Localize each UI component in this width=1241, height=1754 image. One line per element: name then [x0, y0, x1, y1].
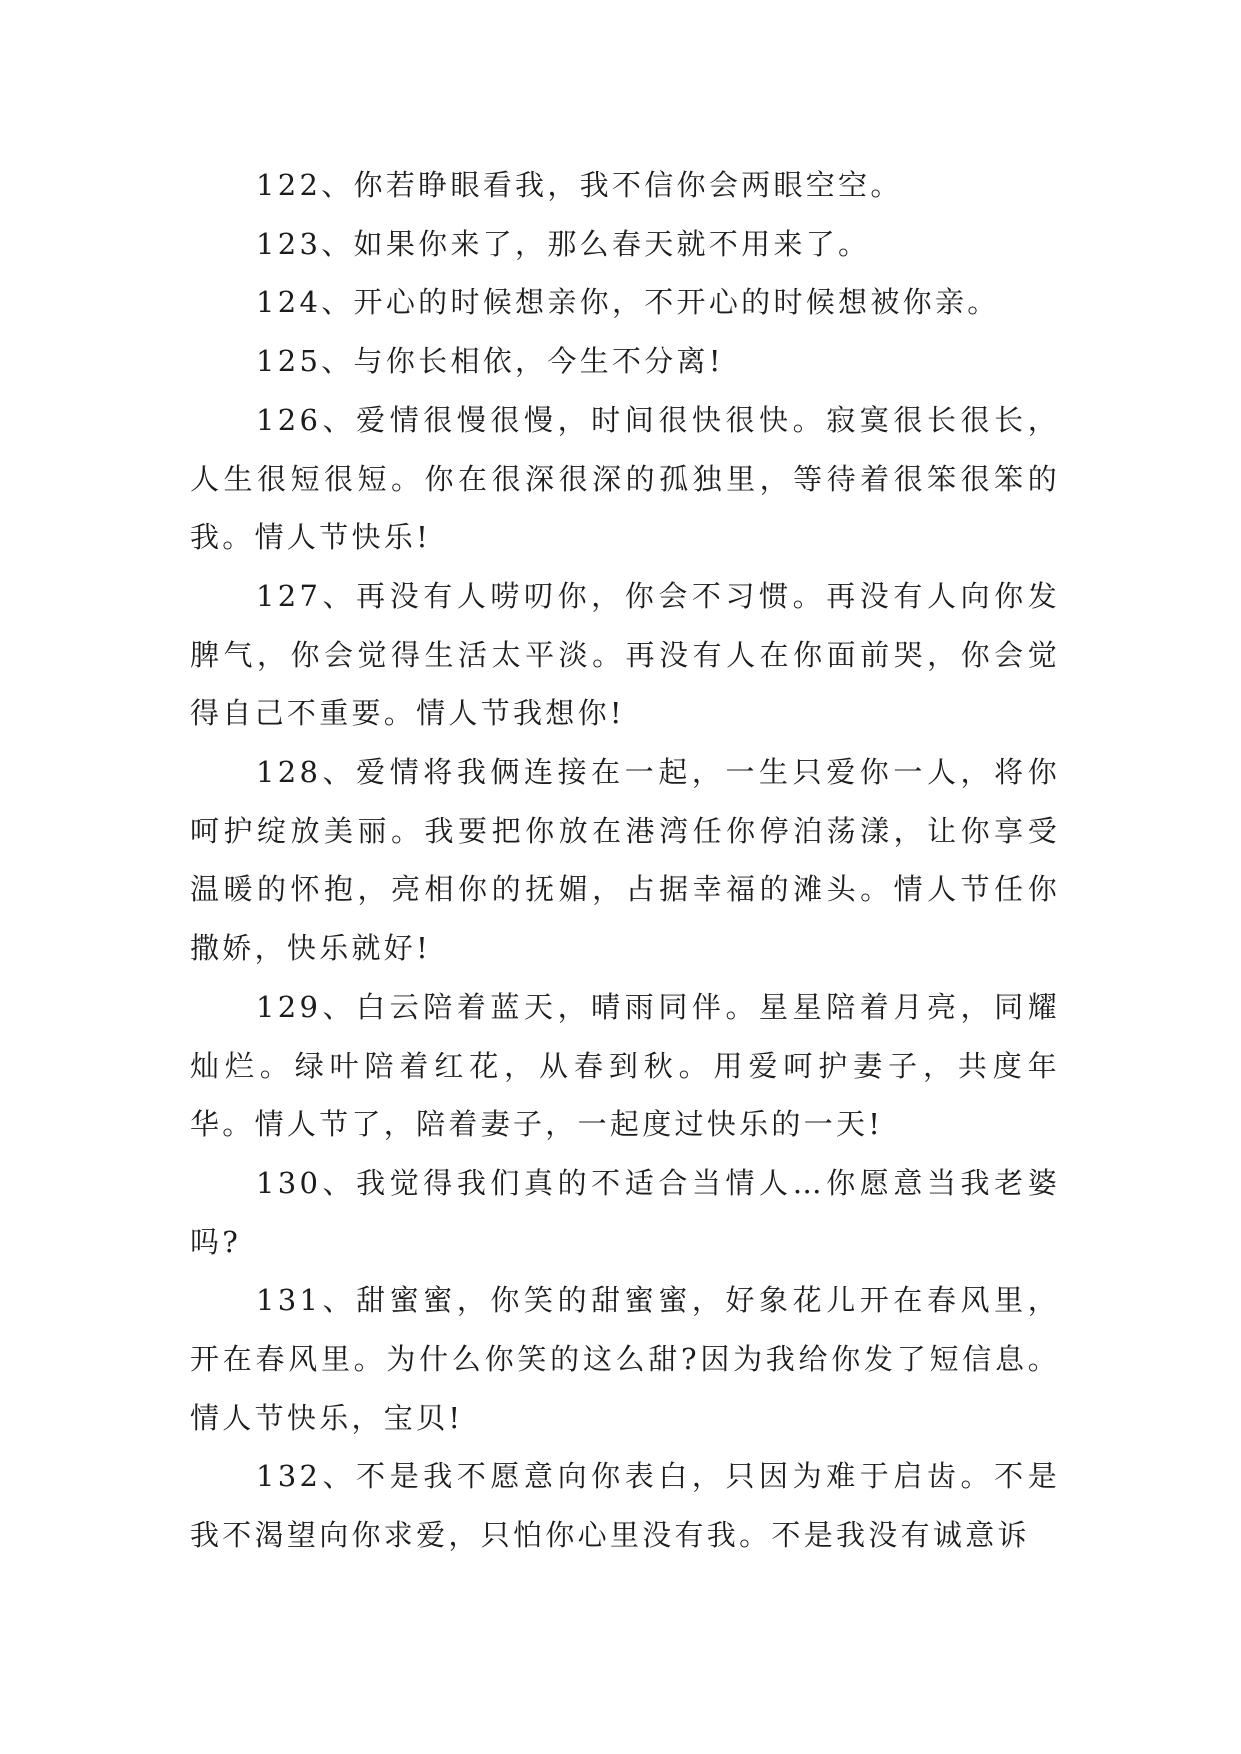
paragraph-129: 129、白云陪着蓝天，晴雨同伴。星星陪着月亮，同耀灿烂。绿叶陪着红花，从春到秋。用爱呵护妻子，共度年华。情人节了，陪着妻子，一起度过快乐的一天! — [190, 989, 1060, 1142]
paragraph-130: 130、我觉得我们真的不适合当情人…你愿意当我老婆吗? — [190, 1165, 1060, 1259]
paragraph-131: 131、甜蜜蜜，你笑的甜蜜蜜，好象花儿开在春风里，开在春风里。为什么你笑的这么甜?因为我给你发了短信息。情人节快乐，宝贝! — [190, 1283, 1060, 1435]
document-body — [190, 156, 1060, 1565]
paragraph-132: 132、不是我不愿意向你表白，只因为难于启齿。不是我不渴望向你求爱，只怕你心里没有我。不是我没有诚意诉 — [190, 1459, 1060, 1553]
paragraph-123: 123、如果你来了，那么春天就不用来了。 — [256, 226, 871, 261]
paragraph-128: 128、爱情将我俩连接在一起，一生只爱你一人，将你呵护绽放美丽。我要把你放在港湾任你停泊荡漾，让你享受温暖的怀抱，亮相你的抚媚，占据幸福的滩头。情人节任你撒娇，快乐就好! — [190, 755, 1060, 966]
paragraph-126: 126、爱情很慢很慢，时间很快很快。寂寞很长很长，人生很短很短。你在很深很深的孤独里，等待着很笨很笨的我。情人节快乐! — [190, 402, 1060, 555]
paragraph-124: 124、开心的时候想亲你，不开心的时候想被你亲。 — [256, 285, 1000, 320]
paragraph-127: 127、再没有人唠叨你，你会不习惯。再没有人向你发脾气，你会觉得生活太平淡。再没有人在你面前哭，你会觉得自己不重要。情人节我想你! — [190, 578, 1060, 731]
paragraph-125: 125、与你长相依，今生不分离! — [256, 344, 724, 379]
paragraph-122: 122、你若睁眼看我，我不信你会两眼空空。 — [256, 168, 903, 202]
